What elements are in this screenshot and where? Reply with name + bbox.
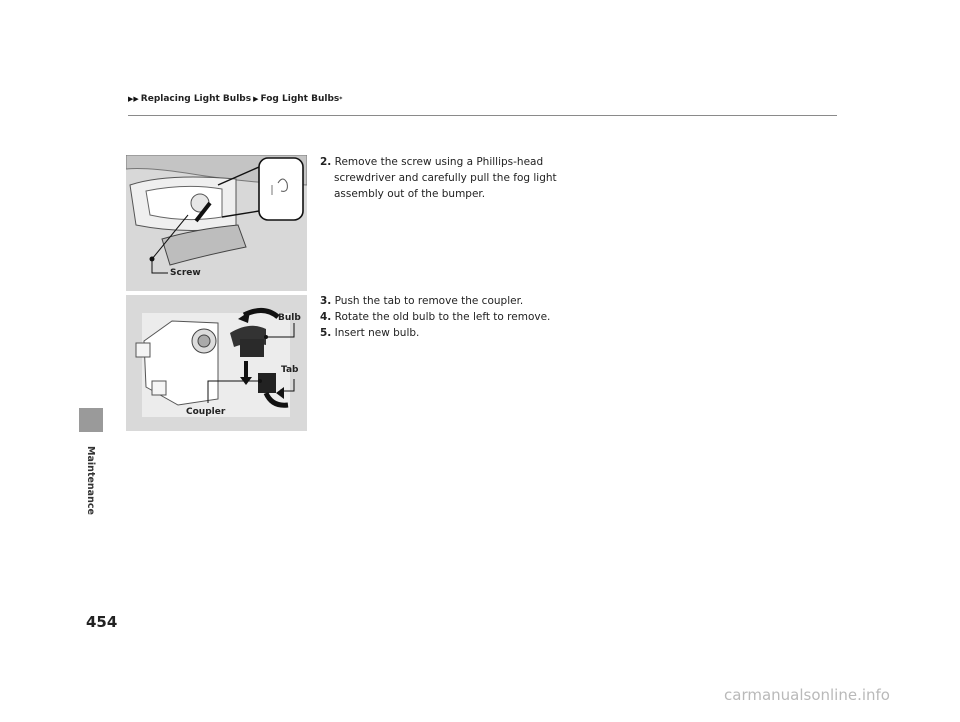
step-text: Remove the screw using a Phillips-head [334,156,544,168]
step-text: assembly out of the bumper. [334,188,486,200]
step-text: Insert new bulb. [334,327,420,339]
step-2 [320,154,557,202]
breadcrumb [128,94,342,104]
step-text: screwdriver and carefully pull the fog light [334,172,557,184]
section-tab-marker[interactable] [79,408,103,432]
screw-callout: Screw [170,268,201,278]
step-number: 3. [320,295,332,307]
step-3 [320,293,523,309]
coupler-callout: Coupler [186,407,226,417]
arrow-right-icon: ▶▶ [128,95,139,103]
header-divider [128,115,837,116]
step-number: 5. [320,327,332,339]
step-4 [320,309,550,325]
tab-callout: Tab [281,365,299,375]
arrow-right-icon: ▶ [253,95,259,103]
breadcrumb-item-replacing-light-bulbs[interactable]: Replacing Light Bulbs [140,94,252,104]
page-number: 454 [86,613,118,631]
fog-light-screw-illustration [126,155,307,291]
fog-light-bulb-illustration [126,295,307,431]
optional-star-marker: * [339,95,343,103]
step-text: Push the tab to remove the coupler. [334,295,524,307]
watermark: carmanualsonline.info [724,686,890,704]
bumper-illustration [126,155,307,291]
step-number: 2. [320,156,332,168]
step-number: 4. [320,311,332,323]
bulb-callout: Bulb [278,313,301,323]
breadcrumb-item-fog-light-bulbs[interactable]: Fog Light Bulbs [260,94,340,104]
step-text: Rotate the old bulb to the left to remove. [334,311,551,323]
step-5 [320,325,419,341]
section-tab-label: Maintenance [84,445,96,515]
